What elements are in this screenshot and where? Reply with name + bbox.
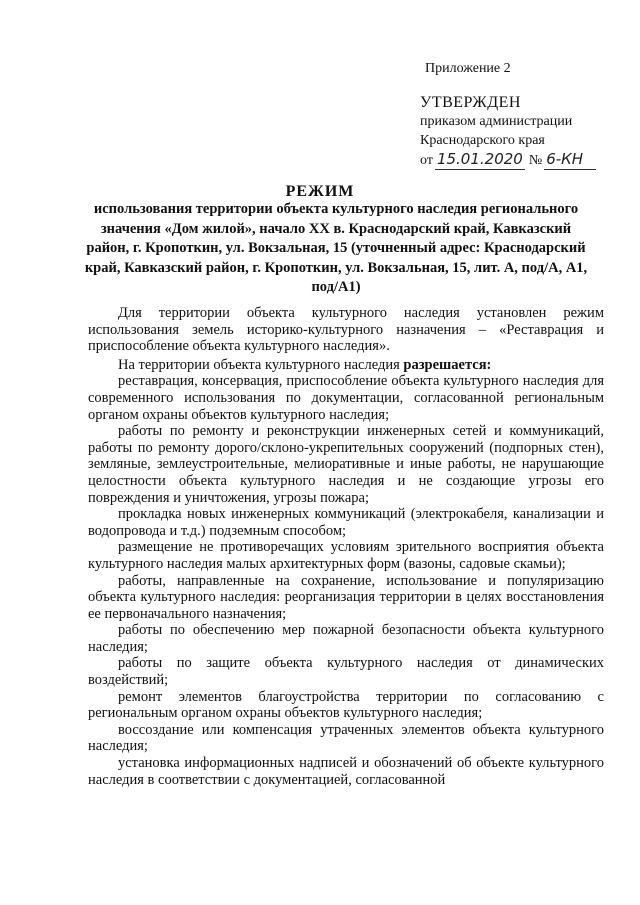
appendix-label: Приложение 2	[425, 61, 511, 76]
list-item: воссоздание или компенсация утраченных элементов объекта культурного наследия;	[88, 721, 604, 755]
list-item: работы по обеспечению мер пожарной безопасности объекта культурного наследия;	[88, 622, 604, 655]
list-item: работы, направленные на сохранение, использование и популяризацию объекта культурного наследия: реорганизация территории в целях восстановления ее первоначального назначения;	[88, 572, 604, 622]
list-item: ремонт элементов благоустройства территории по согласованию с региональным органом охраны объектов культурного наследия;	[88, 688, 604, 722]
allowed-prefix: На территории объекта культурного наследия	[118, 356, 400, 373]
allowed-bold: разрешается:	[403, 356, 492, 373]
list-item: работы по защите объекта культурного наследия от динамических воздействий;	[88, 655, 604, 689]
order-date-number-line	[420, 150, 620, 170]
document-title: РЕЖИМ	[285, 183, 355, 200]
allowed-heading-paragraph	[88, 357, 604, 374]
handwritten-number: 6-КН	[544, 150, 596, 170]
approved-heading: УТВЕРЖДЕН	[420, 94, 521, 111]
list-item: реставрация, консервация, приспособление объекта культурного наследия для современного использования по документации, согласованной региональным органом охраны объектов культурного наследия;	[88, 373, 604, 423]
intro-paragraph: Для территории объекта культурного наследия установлен режим использования земель историко-культурного назначения – «Реставрация и приспособление объекта культурного наследия».	[88, 305, 604, 355]
list-item: прокладка новых инженерных коммуникаций (электрокабеля, канализации и водопровода и т.д.) подземным способом;	[88, 506, 604, 539]
number-sign: №	[528, 153, 543, 168]
list-item: работы по ремонту и реконструкции инженерных сетей и коммуникаций, работы по ремонту дорого/склоно-укрепительных сооружений (подпорных стен), земляные, землеустроительные, мелиоративные и иные работы, не нарушающие целостности объекта культурного наследия и не создающие угрозы его повреждения и уничтожения, угрозы пожара;	[88, 423, 604, 506]
approved-by-line-2: Краснодарского края	[420, 133, 545, 148]
date-prefix: от	[420, 153, 433, 168]
approval-block	[420, 93, 620, 170]
document-body	[88, 305, 604, 788]
list-item: установка информационных надписей и обозначений об объекте культурного наследия в соответствии с документацией, согласованной	[88, 755, 604, 788]
document-subtitle: использования территории объекта культурного наследия регионального значения «Дом жилой», начало ХХ в. Краснодарский край, Кавказский район, г. Кропоткин, ул. Вокзальная, 15 (уточненный адрес: Краснодарский край, Кавказский район, г. Кропоткин, ул. Вокзальная, 15, лит. А, под/А, А1, под/А1)	[84, 201, 588, 295]
handwritten-date: 15.01.2020	[436, 150, 523, 168]
approved-by-line-1: приказом администрации	[420, 114, 573, 129]
list-item: размещение не противоречащих условиям зрительного восприятия объекта культурного наследия малых архитектурных форм (вазоны, садовые скамьи);	[88, 539, 604, 572]
